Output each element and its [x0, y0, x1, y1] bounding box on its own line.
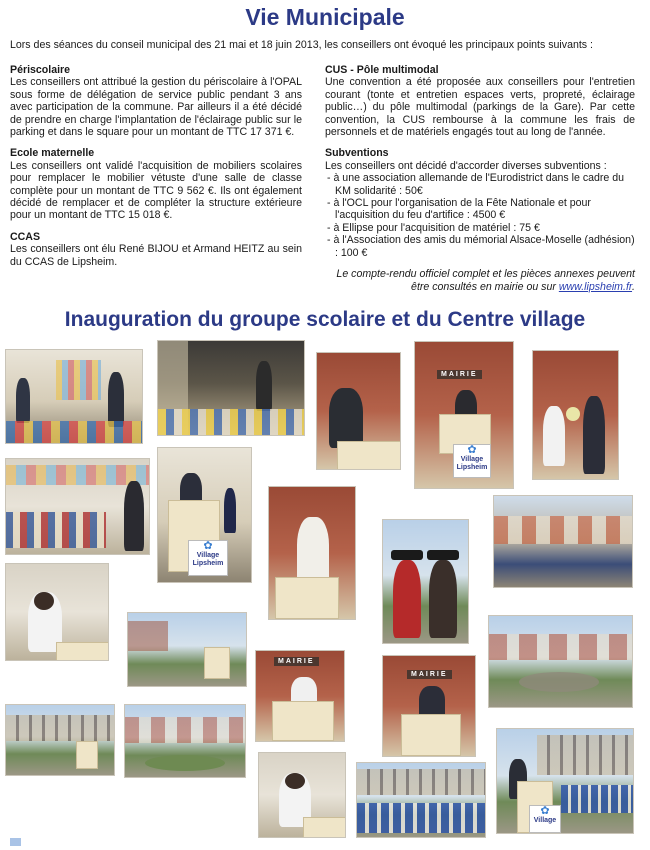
photo-mairie-woman [255, 650, 345, 742]
photo-mairie-speech [414, 341, 514, 489]
village-sign [188, 540, 228, 576]
flower-icon: ✿ [540, 805, 550, 817]
photo-street-podium [127, 612, 247, 687]
subventions-intro: Les conseillers ont décidé d'accorder diverses subventions : [325, 159, 607, 172]
flower-icon: ✿ [203, 540, 213, 552]
cus-heading: CUS - Pôle multimodal [325, 64, 439, 76]
note-end: . [632, 280, 635, 293]
photo-speaker-podium [316, 352, 401, 470]
lipsheim-website-link[interactable]: www.lipsheim.fr [558, 280, 633, 293]
section-cus [325, 64, 635, 138]
photo-band-podium [496, 728, 634, 834]
list-item: - à l'Association des amis du mémorial Alsace-Moselle (adhésion) : 100 € [327, 234, 635, 259]
left-column [10, 64, 302, 277]
village-name: Lipsheim [456, 464, 488, 471]
list-item: - à l'OCL pour l'organisation de la Fête Nationale et pour l'acquisition du feu d'artifice : 4500 € [327, 197, 591, 222]
official-report-note [325, 268, 635, 293]
photo-podium-officials [157, 447, 252, 583]
photo-classroom-speech [5, 349, 143, 444]
intro-text: Lors des séances du conseil municipal des 21 mai et 18 juin 2013, les conseillers ont évoqué les principaux points suivants : [10, 39, 593, 51]
note-text: Le compte-rendu officiel complet et les pièces annexes peuvent être consultés en mairie ou sur [336, 268, 635, 293]
list-item: - à une association allemande de l'Eurodistrict dans le cadre du KM solidarité : 50€ [327, 172, 625, 197]
subventions-list [325, 172, 635, 259]
photo-flowers-gift [532, 350, 619, 480]
photo-village-square [488, 615, 633, 708]
photo-mairie-man [382, 655, 476, 757]
village-sign [453, 444, 491, 478]
photo-garden-crowd [124, 704, 246, 778]
periscolaire-text: Les conseillers ont attribué la gestion du périscolaire à l'OPAL sous forme de délégation de service public pendant 3 ans avec participation de la commune. Par ailleurs il a été décidé de prendre en charge l'implantation de l'éclairage public sur le parking et dans le square pour un montant de TTC 17 371 €. [10, 76, 302, 139]
flower-icon: ✿ [467, 444, 477, 456]
ccas-heading: CCAS [10, 230, 41, 243]
mairie-sign: MAIRIE [274, 657, 319, 666]
photo-marching-band [356, 762, 486, 838]
ecole-heading: Ecole maternelle [10, 147, 95, 160]
right-column [325, 64, 635, 293]
village-sign [529, 805, 561, 833]
photo-woman-speech [5, 563, 109, 661]
photo-woman-speech-2 [258, 752, 346, 838]
corner-marker [10, 838, 21, 846]
photo-woman-microphone [268, 486, 356, 620]
periscolaire-heading: Périscolaire [10, 64, 71, 76]
village-label: Village [533, 817, 557, 824]
photo-square-crowd [493, 495, 633, 588]
section-ecole-maternelle [10, 147, 302, 221]
section-ccas [10, 231, 302, 268]
photo-children-costume [382, 519, 469, 644]
mairie-sign: MAIRIE [437, 370, 482, 379]
section-subventions [325, 147, 635, 259]
section-periscolaire [10, 64, 302, 138]
village-name: Lipsheim [192, 560, 224, 567]
photo-half-timbered-podium [5, 704, 115, 776]
mairie-sign: MAIRIE [407, 670, 452, 679]
page-title: Vie Municipale [245, 4, 405, 30]
subventions-heading: Subventions [325, 147, 389, 160]
inauguration-title: Inauguration du groupe scolaire et du Centre village [64, 308, 586, 331]
ecole-text: Les conseillers ont validé l'acquisition de mobiliers scolaires pour remplacer le mobilier vétuste d'une salle de classe complète pour un montant de TTC 9 562 €. Ils ont également décidé de remplacer et de compléter la structure extérieure pour un montant de TTC 15 018 €. [10, 159, 302, 222]
photo-hall-crowd [157, 340, 305, 436]
cus-text: Une convention a été proposée aux conseillers pour l'entretien courant (tonte et entretien espaces verts, propreté, éclairage public…) du pôle multimodal (parkings de la Gare). Par cette convention, la CUS rembourse à la commune les frais de personnels et de matériels engagés tout au long de l'année. [325, 76, 635, 139]
ccas-text: Les conseillers ont élu René BIJOU et Armand HEITZ au sein du CCAS de Lipsheim. [10, 243, 302, 268]
village-label: Village [460, 456, 484, 463]
list-item: - à Ellipse pour l'acquisition de matériel : 75 € [327, 221, 540, 234]
village-label: Village [196, 552, 220, 559]
photo-children-stage [5, 458, 150, 555]
